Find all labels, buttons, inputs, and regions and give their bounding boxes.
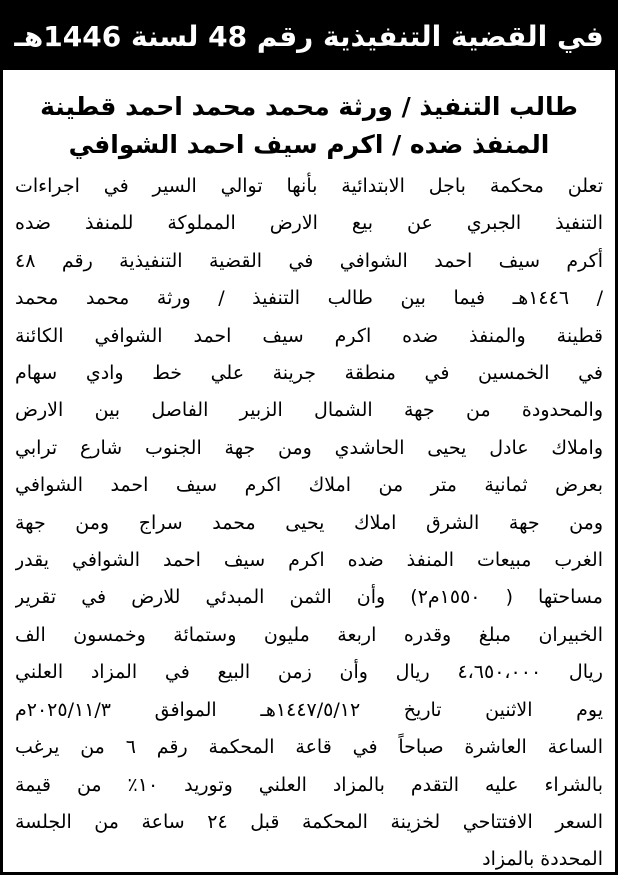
body-line: المحددة بالمزاد bbox=[482, 848, 603, 871]
body-line: بالشراء عليه التقدم بالمزاد العلني وتوريد ١٠٪ من قيمة bbox=[15, 773, 603, 796]
body-line: في الخمسين في منطقة جرينة علي خط وادي سهام bbox=[15, 362, 603, 385]
header-banner bbox=[3, 3, 615, 70]
body-line: الخبيران مبلغ وقدره اربعة مليون وستمائة وخمسون الف bbox=[15, 623, 603, 646]
body-line: بعرض ثمانية متر من املاك اكرم سيف احمد الشوافي bbox=[15, 474, 603, 497]
body-line: ريال ٤،٦٥٠،٠٠٠ ريال وأن زمن البيع في المزاد العلني bbox=[15, 661, 603, 684]
enforcement-requester: طالب التنفيذ / ورثة محمد محمد احمد قطينة bbox=[40, 92, 578, 121]
body-line: والمحدودة من جهة الشمال الزبير الفاصل بين الارض bbox=[15, 399, 603, 422]
body-line: السعر الافتتاحي لخزينة المحكمة قبل ٢٤ ساعة من الجلسة bbox=[15, 810, 603, 833]
parties-block bbox=[3, 88, 615, 164]
body-line: / ١٤٤٦هـ فيما بين طالب التنفيذ / ورثة محمد محمد bbox=[15, 287, 603, 310]
case-title: في القضية التنفيذية رقم 48 لسنة 1446هـ bbox=[14, 20, 604, 53]
body-line: الغرب مبيعات المنفذ ضده اكرم سيف احمد الشوافي يقدر bbox=[15, 549, 603, 572]
body-line: الساعة العاشرة صباحاً في قاعة المحكمة رقم ٦ من يرغب bbox=[15, 736, 603, 759]
enforced-against: المنفذ ضده / اكرم سيف احمد الشوافي bbox=[68, 130, 550, 159]
body-line: ومن جهة الشرق املاك يحيى محمد سراج ومن جهة bbox=[15, 511, 603, 534]
body-line: يوم الاثنين تاريخ ١٤٤٧/٥/١٢هـ الموافق ٢٠٢٥/١١/٣م bbox=[15, 698, 603, 721]
body-line: أكرم سيف احمد الشوافي في القضية التنفيذية رقم ٤٨ bbox=[15, 249, 603, 272]
body-line: واملاك عادل يحيى الحاشدي ومن جهة الجنوب شارع ترابي bbox=[15, 436, 603, 459]
body-line: قطينة والمنفذ ضده اكرم سيف احمد الشوافي الكائنة bbox=[15, 324, 603, 347]
body-line: التنفيذ الجبري عن بيع الارض المملوكة للمنفذ ضده bbox=[15, 212, 603, 235]
notice-body bbox=[3, 164, 615, 879]
body-line: تعلن محكمة باجل الابتدائية بأنها توالي السير في اجراءات bbox=[15, 175, 603, 197]
body-line: مساحتها ( ١٥٥٠م٢) وأن الثمن المبدئي للارض في تقرير bbox=[15, 586, 603, 609]
